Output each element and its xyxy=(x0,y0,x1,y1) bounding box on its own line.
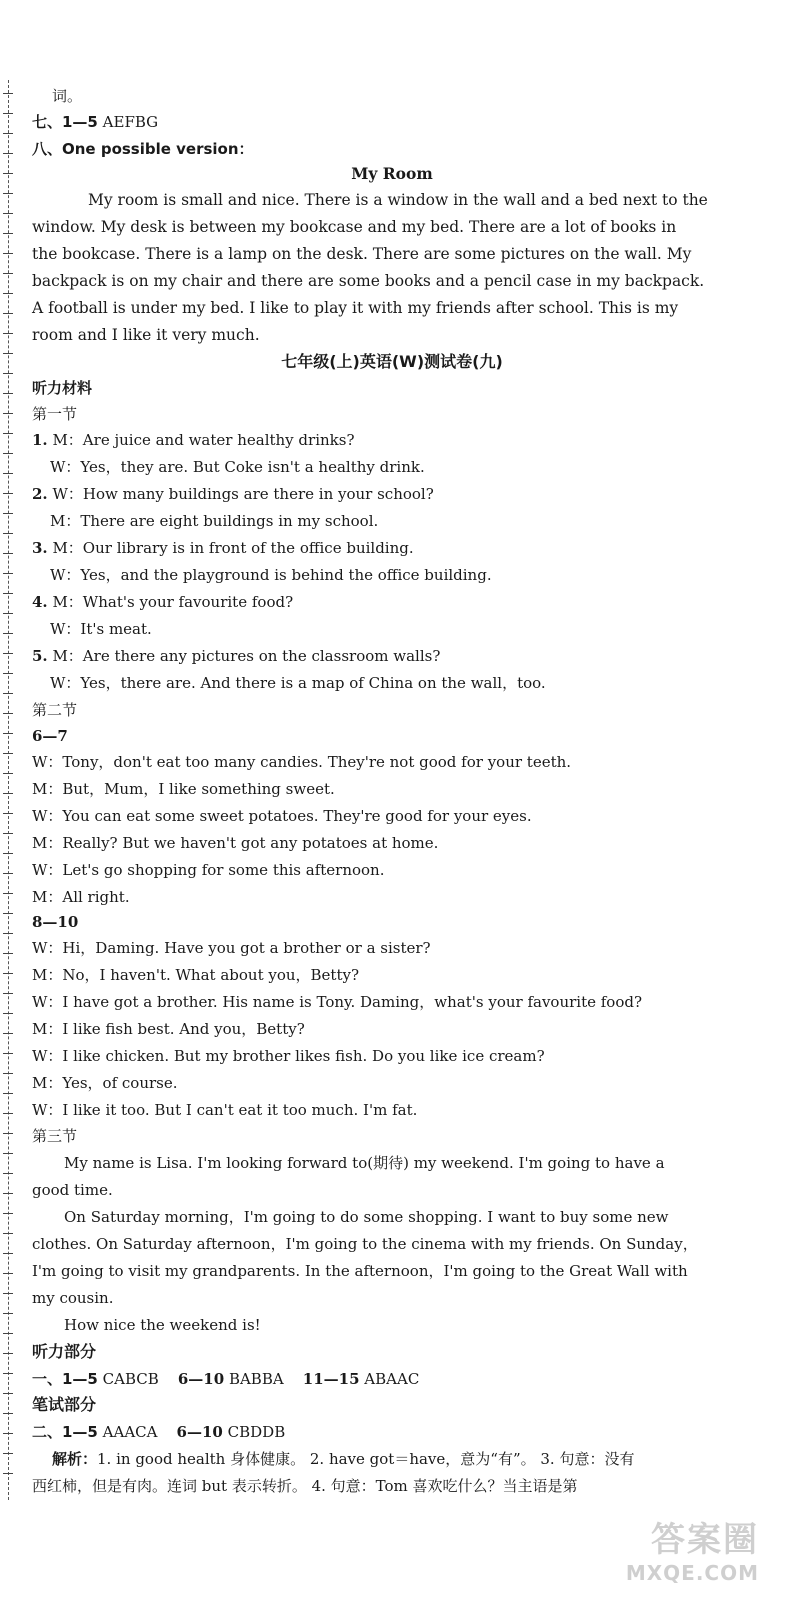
essay-line: room and I like it very much. xyxy=(32,326,260,344)
dialogue-line: W：Let's go shopping for some this afternoon. xyxy=(32,861,385,879)
dialogue-line: W：Yes，there are. And there is a map of China on the wall，too. xyxy=(50,674,546,692)
answer-value: BABBA xyxy=(228,1370,284,1388)
dialogue-line xyxy=(32,484,434,504)
section-7-answer: AEFBG xyxy=(102,113,159,131)
essay-title: My Room xyxy=(351,164,433,183)
section-7 xyxy=(32,112,158,132)
passage-line: clothes. On Saturday afternoon，I'm going to the cinema with my friends. On Sunday， xyxy=(32,1235,698,1253)
answer-label: 6—10 xyxy=(177,1370,225,1388)
group-label: 6—7 xyxy=(32,727,68,745)
dialogue-line: W：You can eat some sweet potatoes. They're good for your eyes. xyxy=(32,807,532,825)
passage-line: How nice the weekend is! xyxy=(64,1316,261,1334)
dialogue-text: M：Our library is in front of the office building. xyxy=(52,539,414,557)
top-fragment: 词。 xyxy=(52,87,83,105)
watermark-url: MXQE.COM xyxy=(625,1561,759,1585)
dialogue-text: M：Are there any pictures on the classroom walls? xyxy=(52,647,441,665)
dialogue-line xyxy=(32,592,293,612)
dialogue-line: M：But，Mum，I like something sweet. xyxy=(32,780,335,798)
passage-line: good time. xyxy=(32,1181,113,1199)
answer-value: CABCB xyxy=(102,1370,159,1388)
dialogue-line: W：Yes，they are. But Coke isn't a healthy drink. xyxy=(50,458,425,476)
answer-label: 一、1—5 xyxy=(32,1370,98,1388)
dialogue-line: W：Yes，and the playground is behind the office building. xyxy=(50,566,492,584)
answer-value: ABAAC xyxy=(364,1370,420,1388)
dialogue-line: M：I like fish best. And you，Betty? xyxy=(32,1020,305,1038)
watermark-logo-text: 答案圈 xyxy=(651,1520,759,1560)
dialogue-line: M：All right. xyxy=(32,888,130,906)
dialogue-line xyxy=(32,646,440,666)
essay-line: A football is under my bed. I like to play it with my friends after school. This is my xyxy=(32,299,679,317)
analysis-text: 1. in good health 身体健康。 2. have got＝have，意为“有”。 3. 句意：没有 xyxy=(97,1450,635,1468)
dialogue-line: M：Yes，of course. xyxy=(32,1074,178,1092)
answer-label: 11—15 xyxy=(302,1370,360,1388)
passage-line: my cousin. xyxy=(32,1289,114,1307)
item-number: 4. xyxy=(32,593,48,611)
dialogue-text: M：Are juice and water healthy drinks? xyxy=(52,431,355,449)
listening-material-heading: 听力材料 xyxy=(32,379,93,397)
part2-heading: 第二节 xyxy=(32,701,78,719)
answer-value: AAACA xyxy=(102,1423,158,1441)
dialogue-line: W：It's meat. xyxy=(50,620,152,638)
essay-line: window. My desk is between my bookcase and my bed. There are a lot of books in xyxy=(32,218,677,236)
dialogue-line: M：No，I haven't. What about you，Betty? xyxy=(32,966,359,984)
dialogue-line xyxy=(32,538,414,558)
passage-line: My name is Lisa. I'm looking forward to(期待) my weekend. I'm going to have a xyxy=(64,1154,665,1172)
dialogue-text: M：What's your favourite food? xyxy=(52,593,294,611)
part1-heading: 第一节 xyxy=(32,405,78,423)
listening-answers-row xyxy=(32,1369,419,1389)
item-number: 2. xyxy=(32,485,48,503)
analysis-label: 解析： xyxy=(52,1450,98,1468)
binding-ticks xyxy=(3,84,13,1484)
dialogue-line: M：Really? But we haven't got any potatoes at home. xyxy=(32,834,439,852)
dialogue-line: M：There are eight buildings in my school. xyxy=(50,512,379,530)
section-8-label: 八、One possible version： xyxy=(32,140,254,158)
section-7-label: 七、1—5 xyxy=(32,113,98,131)
answer-label: 6—10 xyxy=(176,1423,223,1441)
written-answers-heading: 笔试部分 xyxy=(32,1395,97,1414)
item-number: 3. xyxy=(32,539,48,557)
test-title: 七年级(上)英语(W)测试卷(九) xyxy=(281,352,503,371)
dialogue-line xyxy=(32,430,354,450)
part3-heading: 第三节 xyxy=(32,1127,78,1145)
dialogue-text: W：How many buildings are there in your school? xyxy=(52,485,434,503)
written-answers-row xyxy=(32,1422,285,1442)
dialogue-line: W：I like it too. But I can't eat it too much. I'm fat. xyxy=(32,1101,418,1119)
essay-line: My room is small and nice. There is a window in the wall and a bed next to the xyxy=(88,191,708,209)
group-label: 8—10 xyxy=(32,913,79,931)
essay-line: the bookcase. There is a lamp on the desk. There are some pictures on the wall. My xyxy=(32,245,692,263)
site-watermark xyxy=(549,1512,759,1592)
answer-label: 二、1—5 xyxy=(32,1423,98,1441)
dialogue-line: W：I have got a brother. His name is Tony. Daming，what's your favourite food? xyxy=(32,993,643,1011)
dialogue-line: W：Hi，Daming. Have you got a brother or a sister? xyxy=(32,939,431,957)
analysis-line: 西红柿，但是有肉。连词 but 表示转折。 4. 句意：Tom 喜欢吃什么？当主语是第 xyxy=(32,1477,578,1495)
item-number: 1. xyxy=(32,431,48,449)
listening-answers-heading: 听力部分 xyxy=(32,1342,97,1361)
essay-line: backpack is on my chair and there are some books and a pencil case in my backpack. xyxy=(32,272,705,290)
passage-line: I'm going to visit my grandparents. In the afternoon，I'm going to the Great Wall with xyxy=(32,1262,688,1280)
dialogue-line: W：Tony，don't eat too many candies. They're not good for your teeth. xyxy=(32,753,572,771)
passage-line: On Saturday morning，I'm going to do some shopping. I want to buy some new xyxy=(64,1208,669,1226)
item-number: 5. xyxy=(32,647,48,665)
dialogue-line: W：I like chicken. But my brother likes fish. Do you like ice cream? xyxy=(32,1047,545,1065)
analysis-line xyxy=(52,1449,634,1469)
answer-value: CBDDB xyxy=(227,1423,286,1441)
